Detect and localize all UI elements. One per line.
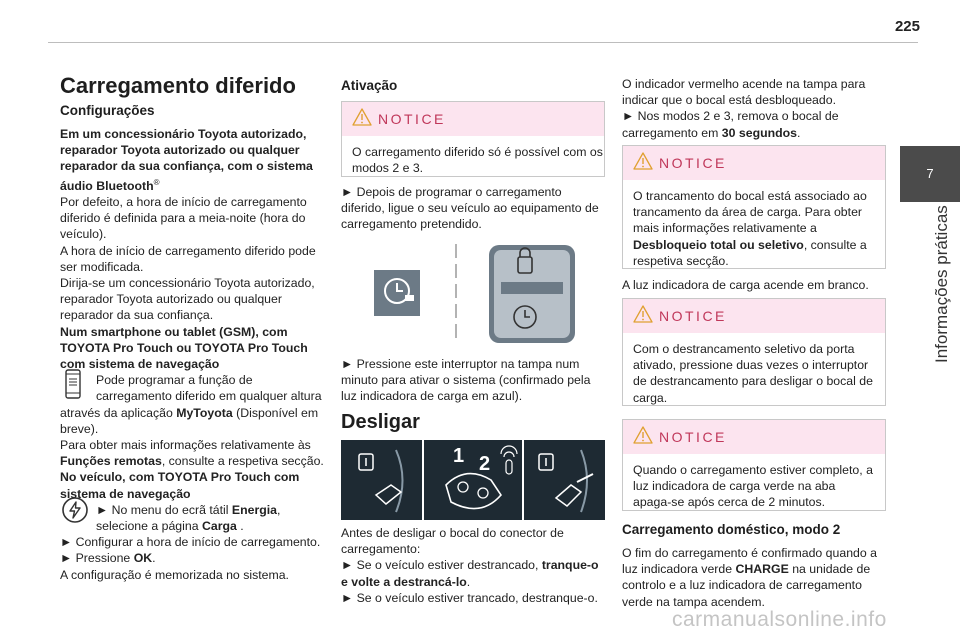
smartphone-heading-line: TOYOTA Pro Touch ou TOYOTA Pro Touch <box>60 340 308 355</box>
registered-mark: ® <box>153 177 160 187</box>
text-line: luz indicadora de carga verde na aba <box>633 479 836 494</box>
notice-body <box>623 454 885 519</box>
text-line: verde na tampa acendem. <box>622 594 765 609</box>
section-heading-configurations: Configurações <box>60 103 155 118</box>
notice-label: NOTICE <box>659 155 727 171</box>
notice-header <box>623 420 885 454</box>
smartphone-icon <box>62 369 84 399</box>
warning-icon <box>352 108 372 126</box>
text-line: carga. <box>633 390 668 405</box>
text-segment: . <box>152 551 156 566</box>
text-line: breve). <box>60 421 99 436</box>
text-line: carregamento: <box>341 542 421 557</box>
text-line: Dirija-se um concessionário Toyota autorizado, <box>60 275 315 290</box>
section-heading-disconnect: Desligar <box>341 411 420 433</box>
after-programming-paragraph <box>341 184 605 233</box>
energy-icon <box>61 496 89 524</box>
ok-label: OK <box>133 551 153 566</box>
text-line: diferido, ligue o seu veículo ao equipamento de <box>341 201 599 216</box>
text-line: veículo). <box>60 227 107 242</box>
text-segment: ► Pressione <box>60 551 134 566</box>
text-line: trancamento da área de carga. Para obter <box>633 205 862 220</box>
white-light-paragraph <box>622 277 886 293</box>
text-segment: luz indicadora verde <box>622 562 736 577</box>
text-line: A hora de início de carregamento diferido pode <box>60 243 316 258</box>
section-heading-activation: Ativação <box>341 78 398 93</box>
text-line: Antes de desligar o bocal do conector de <box>341 526 564 540</box>
section-heading-home-charging: Carregamento doméstico, modo 2 <box>622 522 841 537</box>
chapter-title <box>898 205 958 368</box>
notice-header <box>623 299 885 333</box>
text-segment: carregamento em <box>622 125 722 140</box>
text-segment: selecione a página <box>96 518 202 533</box>
text-segment: , <box>277 502 281 517</box>
warning-icon <box>633 152 653 170</box>
text-line: Por defeito, a hora de início de carregamento <box>60 194 307 209</box>
text-line: respetiva secção. <box>633 253 729 268</box>
text-line: diferido é definida para a meia-noite (hora do <box>60 211 306 226</box>
text-line: de destrancamento para desligar o bocal de <box>633 374 873 389</box>
smartphone-heading-line: com sistema de navegação <box>60 356 220 371</box>
dealer-paragraph <box>60 126 322 583</box>
text-line: ► Pressione este interruptor na tampa num <box>341 357 580 371</box>
lock-instruction: tranque-o <box>541 558 599 573</box>
watermark: carmanualsonline.info <box>672 608 887 631</box>
text-line: Pode programar a função de <box>96 373 253 388</box>
press-switch-paragraph <box>341 356 605 405</box>
text-segment: ► No menu do ecrã tátil <box>96 502 232 517</box>
text-line: ► Depois de programar o carregamento <box>341 185 562 199</box>
text-line: reparador Toyota autorizado ou qualquer <box>60 292 282 307</box>
vehicle-heading-line: sistema de navegação <box>60 486 191 501</box>
bold-line: áudio Bluetooth <box>60 178 154 193</box>
smartphone-heading-line: Num smartphone ou tablet (GSM), com <box>60 324 288 339</box>
text-line: carregamento diferido em qualquer altura <box>96 389 322 404</box>
time-limit: 30 segundos <box>721 125 797 140</box>
charge-label: CHARGE <box>735 562 789 577</box>
memorized-line: A configuração é memorizada no sistema. <box>60 567 289 582</box>
illustration-number-2: 2 <box>479 453 491 475</box>
text-line: controlo e a luz indicadora de carregamento <box>622 578 862 593</box>
notice-label: NOTICE <box>659 429 727 445</box>
text-line: apaga-se após cerca de 2 minutos. <box>633 495 826 510</box>
notice-label: NOTICE <box>378 111 446 127</box>
warning-icon <box>633 305 653 323</box>
text-segment: , consulte a <box>803 237 867 252</box>
bold-line: reparador Toyota autorizado ou qualquer <box>60 143 300 158</box>
notice-box <box>341 101 605 177</box>
before-disconnect-paragraph <box>341 525 605 606</box>
text-line: carregamento pretendido. <box>341 217 482 232</box>
text-line: O trancamento do bocal está associado ao <box>633 189 867 203</box>
unlock-instruction: e volte a destrancá-lo <box>341 574 467 589</box>
red-indicator-paragraph <box>622 76 886 141</box>
text-line: ativado, pressione duas vezes o interruptor <box>633 358 869 373</box>
notice-header <box>623 146 885 180</box>
text-line: Com o destrancamento seletivo da porta <box>633 342 855 356</box>
bold-line: reparador da sua confiança, com o sistema <box>60 159 313 174</box>
notice-box <box>622 419 886 511</box>
vehicle-heading-line: No veículo, com TOYOTA Pro Touch com <box>60 470 300 485</box>
text-line: reparador da sua confiança. <box>60 308 214 323</box>
notice-body <box>342 136 604 184</box>
bold-line: Em um concessionário Toyota autorizado, <box>60 127 307 141</box>
text-line: mais informações relativamente a <box>633 221 817 236</box>
illustration-number-1: 1 <box>453 445 465 467</box>
menu-energy: Energia <box>231 502 277 517</box>
text-line: ► Nos modos 2 e 3, remova o bocal de <box>622 109 839 124</box>
remote-functions: Funções remotas <box>60 454 162 469</box>
text-line: Quando o carregamento estiver completo, a <box>633 463 873 477</box>
notice-header <box>342 102 604 136</box>
text-line: O fim do carregamento é confirmado quando a <box>622 546 877 560</box>
page-number: 225 <box>894 18 920 35</box>
chapter-tab[interactable]: 7 <box>900 146 960 202</box>
text-line: indicar que o bocal está desbloqueado. <box>622 93 836 108</box>
step-configure: ► Configurar a hora de início de carregamento. <box>60 535 321 550</box>
text-segment: (Disponível em <box>232 405 319 420</box>
text-line: ► Se o veículo estiver trancado, destranque-o. <box>341 590 598 605</box>
text-segment: , consulte a respetiva secção. <box>161 454 324 469</box>
notice-label: NOTICE <box>659 308 727 324</box>
notice-body <box>623 180 885 277</box>
notice-box <box>622 145 886 269</box>
chapter-title-text: Informações práticas <box>932 205 951 363</box>
text-line: modos 2 e 3. <box>352 161 424 176</box>
text-line: O indicador vermelho acende na tampa para <box>622 77 866 91</box>
text-line: O carregamento diferido só é possível com os <box>352 145 603 159</box>
text-line: ser modificada. <box>60 259 144 274</box>
notice-box <box>622 298 886 406</box>
text-segment: ► Se o veículo estiver destrancado, <box>341 558 542 573</box>
text-line: minuto para ativar o sistema (confirmado pela <box>341 373 591 388</box>
text-segment: através da aplicação <box>60 405 177 420</box>
text-line: luz indicadora de carga em azul). <box>341 389 523 404</box>
app-name: MyToyota <box>176 405 233 420</box>
charging-switch-illustration <box>369 240 579 348</box>
notice-body <box>623 333 885 414</box>
text-segment: na unidade de <box>788 562 871 577</box>
page-charge: Carga <box>201 518 237 533</box>
text-segment: . <box>236 518 244 533</box>
text-segment: . <box>466 574 471 589</box>
warning-icon <box>633 426 653 444</box>
disconnect-illustration <box>341 440 605 520</box>
text-line: Para obter mais informações relativamente às <box>60 437 311 452</box>
page-title: Carregamento diferido <box>60 73 296 98</box>
text-line: A luz indicadora de carga acende em branco. <box>622 278 869 292</box>
header-rule <box>48 42 918 43</box>
unlock-mode-link: Desbloqueio total ou seletivo <box>633 237 804 252</box>
text-segment: . <box>796 125 801 140</box>
home-charging-paragraph <box>622 545 886 610</box>
